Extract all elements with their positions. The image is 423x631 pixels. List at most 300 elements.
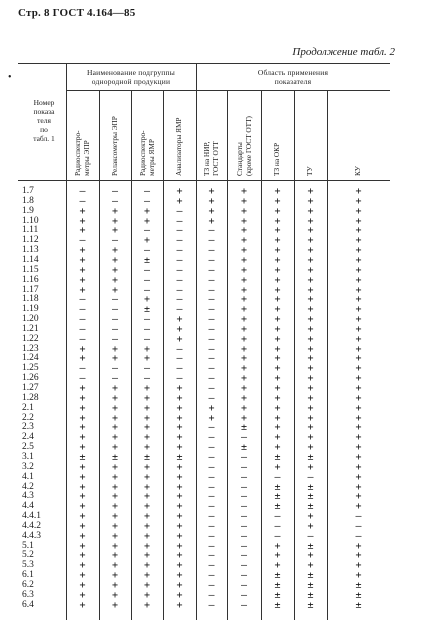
table-cell: +: [355, 343, 362, 355]
table-cell: +: [240, 402, 248, 414]
table-cell: +: [143, 560, 151, 572]
table-cell: +: [355, 540, 362, 552]
table-cell: —: [176, 235, 183, 247]
table-cell: +: [240, 225, 248, 237]
table-cell: +: [143, 353, 151, 365]
table-cell: +: [111, 343, 119, 355]
table-cell: +: [274, 550, 281, 562]
column-header-line: ТУ: [305, 166, 315, 176]
table-cell: +: [274, 333, 281, 345]
table-cell: +: [79, 442, 86, 454]
table-cell: +: [240, 373, 248, 385]
table-cell: —: [79, 314, 86, 326]
table-cell: —: [111, 314, 119, 326]
table-cell: +: [355, 264, 362, 276]
table-cell: +: [143, 205, 151, 217]
table-cell: +: [240, 304, 248, 316]
col-divider-8: [327, 90, 328, 620]
table-cell: +: [79, 383, 86, 394]
table-cell: +: [111, 560, 119, 572]
table-cell: +: [111, 245, 119, 257]
table-cell: —: [176, 304, 183, 316]
column-header-6: [236, 116, 253, 176]
table-cell: —: [208, 392, 215, 404]
table-cell: ±: [307, 589, 314, 601]
table-cell: —: [208, 491, 215, 503]
table-cell: +: [111, 422, 119, 434]
table-cell: +: [240, 254, 248, 266]
row-number: 1.11: [22, 225, 39, 236]
row-number: 1.10: [22, 215, 39, 226]
table-cell: ±: [274, 501, 281, 513]
row-number: 6.1: [22, 570, 34, 581]
row-number: 1.20: [22, 314, 39, 325]
row-number: 1.21: [22, 323, 39, 334]
table-cell: +: [111, 254, 119, 266]
table-cell: +: [307, 353, 314, 365]
table-cell: +: [143, 422, 151, 434]
table-cell: +: [307, 254, 314, 266]
table-cell: +: [176, 432, 183, 444]
table-cell: —: [355, 520, 362, 532]
table-cell: —: [79, 235, 86, 247]
table-cell: +: [79, 343, 86, 355]
column-header-2: [111, 116, 120, 176]
table-cell: +: [355, 451, 362, 463]
table-cell: —: [176, 363, 183, 375]
row-number: 1.24: [22, 353, 39, 364]
table-cell: —: [240, 432, 248, 444]
table-cell: —: [143, 225, 151, 237]
table-cell: —: [208, 589, 215, 601]
table-cell: +: [79, 471, 86, 483]
table-cell: +: [176, 540, 183, 552]
table-cell: +: [355, 333, 362, 345]
row-number: 6.3: [22, 589, 34, 600]
row-number: 2.3: [22, 422, 34, 433]
table-cell: —: [274, 511, 281, 523]
row-header-line4: по: [40, 125, 48, 134]
group2-title: [196, 69, 390, 86]
table-cell: +: [240, 323, 248, 335]
table-cell: +: [355, 314, 362, 326]
table-cell: +: [240, 205, 248, 217]
table-cell: —: [355, 530, 362, 542]
table-cell: —: [111, 323, 119, 335]
table-cell: +: [307, 520, 314, 532]
table-cell: +: [240, 215, 248, 227]
table-cell: ±: [176, 451, 183, 463]
table-cell: —: [208, 284, 215, 296]
row-number: 1.16: [22, 274, 39, 285]
table-cell: —: [208, 481, 215, 493]
table-cell: +: [274, 274, 281, 286]
table-cell: —: [274, 471, 281, 483]
table-cell: +: [176, 333, 183, 345]
table-cell: ±: [307, 491, 314, 503]
table-cell: +: [355, 442, 362, 454]
row-header-line5: табл. 1: [33, 134, 55, 143]
table-cell: —: [111, 186, 119, 197]
table-cell: +: [143, 461, 151, 473]
table-cell: +: [274, 353, 281, 365]
table-cell: —: [176, 353, 183, 365]
table-cell: +: [79, 215, 86, 227]
table-cell: +: [79, 540, 86, 552]
row-number: 1.14: [22, 254, 39, 265]
table-cell: +: [111, 412, 119, 424]
row-number: 5.1: [22, 540, 34, 551]
table-cell: +: [240, 314, 248, 326]
row-number: 1.19: [22, 304, 39, 315]
table-cell: +: [307, 245, 314, 257]
row-number: 1.23: [22, 343, 39, 354]
table-cell: +: [274, 264, 281, 276]
table-cell: +: [274, 402, 281, 414]
table-cell: —: [208, 461, 215, 473]
table-cell: —: [208, 314, 215, 326]
table-cell: —: [240, 570, 248, 582]
table-cell: +: [307, 550, 314, 562]
table-cell: +: [79, 205, 86, 217]
row-number: 1.26: [22, 373, 39, 384]
table-cell: +: [79, 422, 86, 434]
table-cell: —: [143, 274, 151, 286]
table-cell: +: [143, 392, 151, 404]
row-number: 1.13: [22, 245, 39, 256]
table-cell: +: [355, 550, 362, 562]
row-number: 1.9: [22, 205, 34, 216]
table-cell: +: [79, 461, 86, 473]
table-cell: +: [307, 442, 314, 454]
table-cell: —: [240, 520, 248, 532]
table-cell: +: [307, 264, 314, 276]
table-cell: ±: [274, 580, 281, 591]
column-header-8: [306, 166, 315, 176]
table-cell: ±: [274, 599, 281, 611]
table-cell: —: [176, 225, 183, 237]
table-cell: +: [111, 205, 119, 217]
table-cell: +: [355, 274, 362, 286]
table-cell: +: [79, 392, 86, 404]
table-cell: +: [240, 412, 248, 424]
table-cell: —: [176, 264, 183, 276]
table-cell: —: [240, 530, 248, 542]
table-cell: +: [355, 570, 362, 582]
table-cell: —: [240, 491, 248, 503]
column-header-line: КУ: [353, 166, 363, 176]
table-cell: —: [240, 471, 248, 483]
table-cell: +: [240, 264, 248, 276]
table-cell: ±: [143, 254, 151, 266]
table-cell: +: [355, 560, 362, 572]
table-cell: —: [240, 580, 248, 591]
table-cell: +: [355, 481, 362, 493]
table-cell: +: [355, 284, 362, 296]
table-cell: —: [79, 373, 86, 385]
row-number: 3.2: [22, 461, 34, 472]
table-cell: —: [176, 254, 183, 266]
table-cell: +: [143, 383, 151, 394]
table-cell: +: [143, 580, 151, 591]
table-cell: +: [355, 402, 362, 414]
table-cell: —: [143, 245, 151, 257]
table-cell: +: [208, 186, 215, 197]
row-number: 1.12: [22, 235, 39, 246]
table-cell: —: [79, 304, 86, 316]
table-cell: +: [274, 560, 281, 572]
table-cell: +: [307, 383, 314, 394]
table-cell: —: [208, 471, 215, 483]
table-cell: +: [355, 373, 362, 385]
table-cell: +: [79, 412, 86, 424]
table-cell: —: [240, 501, 248, 513]
table-cell: —: [176, 284, 183, 296]
table-cell: —: [111, 333, 119, 345]
table-cell: +: [111, 491, 119, 503]
table-cell: +: [111, 589, 119, 601]
table-cell: +: [143, 599, 151, 611]
table-cell: —: [79, 195, 86, 207]
table-cell: +: [79, 353, 86, 365]
col-divider-6: [261, 90, 262, 620]
table-cell: —: [208, 511, 215, 523]
table-cell: +: [176, 195, 183, 207]
column-header-line: ГОСТ ОТТ: [210, 141, 220, 176]
table-cell: +: [307, 560, 314, 572]
table-cell: +: [355, 195, 362, 207]
table-cell: +: [240, 284, 248, 296]
table-cell: +: [79, 501, 86, 513]
table-cell: +: [274, 392, 281, 404]
table-cell: +: [307, 294, 314, 306]
table-cell: —: [208, 451, 215, 463]
table-cell: —: [143, 363, 151, 375]
group2-title-line1: Область применения: [257, 68, 329, 77]
table-cell: +: [111, 383, 119, 394]
table-cell: ±: [307, 570, 314, 582]
table-cell: +: [176, 501, 183, 513]
table-cell: —: [208, 225, 215, 237]
table-cell: +: [355, 245, 362, 257]
table-cell: +: [176, 402, 183, 414]
table-cell: +: [240, 333, 248, 345]
table-cell: +: [111, 442, 119, 454]
table-cell: +: [143, 540, 151, 552]
row-number: 4.3: [22, 491, 34, 502]
table-cell: +: [355, 304, 362, 316]
table-cell: ±: [143, 304, 151, 316]
table-cell: +: [240, 392, 248, 404]
table-cell: +: [143, 550, 151, 562]
table-cell: +: [307, 343, 314, 355]
table-cell: —: [79, 323, 86, 335]
table-cell: +: [274, 304, 281, 316]
table-cell: +: [143, 412, 151, 424]
page-header: Стр. 8 ГОСТ 4.164—85: [18, 7, 136, 19]
table-cell: +: [111, 274, 119, 286]
table-cell: +: [355, 383, 362, 394]
table-cell: +: [79, 432, 86, 444]
table-cell: +: [355, 432, 362, 444]
table-cell: +: [79, 589, 86, 601]
table-cell: —: [208, 550, 215, 562]
table-cell: +: [355, 205, 362, 217]
group2-title-line2: показателя: [274, 76, 312, 86]
table-cell: —: [355, 511, 362, 523]
table-cell: +: [274, 343, 281, 355]
column-header-line: метры ЯМР: [146, 139, 155, 176]
column-header-4: [175, 118, 184, 177]
table-cell: —: [208, 570, 215, 582]
table-cell: —: [176, 274, 183, 286]
col-divider-1: [99, 90, 100, 620]
table-cell: +: [143, 343, 151, 355]
table-cell: —: [208, 432, 215, 444]
table-cell: +: [111, 402, 119, 414]
table-cell: +: [111, 461, 119, 473]
table-cell: +: [79, 245, 86, 257]
table-cell: +: [111, 264, 119, 276]
table-cell: +: [355, 235, 362, 247]
table-cell: —: [208, 580, 215, 591]
table-cell: +: [307, 274, 314, 286]
table-cell: +: [176, 186, 183, 197]
group1-title-line2: однородной продукции: [91, 76, 171, 86]
table-cell: +: [274, 235, 281, 247]
row-number: 4.2: [22, 481, 34, 492]
table-cell: +: [208, 215, 215, 227]
table-cell: +: [274, 461, 281, 473]
col-divider-7: [294, 90, 295, 620]
table-cell: —: [240, 540, 248, 552]
table-cell: +: [111, 520, 119, 532]
table-cell: +: [79, 570, 86, 582]
column-header-7: [273, 143, 282, 176]
table-cell: +: [143, 215, 151, 227]
column-header-line: Анализаторы ЯМР: [174, 117, 184, 176]
table-cell: +: [274, 422, 281, 434]
table-cell: ±: [355, 599, 362, 611]
table-cell: +: [176, 520, 183, 532]
table-cell: +: [307, 215, 314, 227]
table-cell: ±: [307, 451, 314, 463]
table-cell: —: [208, 599, 215, 611]
col-divider-5: [227, 90, 228, 620]
table-cell: +: [307, 422, 314, 434]
table-cell: +: [355, 501, 362, 513]
table-cell: +: [143, 530, 151, 542]
table-cell: —: [143, 195, 151, 207]
table-cell: —: [208, 245, 215, 257]
table-cell: —: [240, 599, 248, 611]
table-cell: —: [307, 530, 314, 542]
row-number: 2.5: [22, 442, 34, 453]
table-cell: +: [240, 363, 248, 375]
table-cell: —: [208, 540, 215, 552]
table-cell: —: [143, 323, 151, 335]
column-header-line: ТЗ на ОКР: [272, 142, 282, 176]
table-cell: —: [176, 294, 183, 306]
table-cell: +: [307, 363, 314, 375]
table-cell: +: [307, 432, 314, 444]
row-number: 2.4: [22, 432, 34, 443]
table-cell: +: [240, 294, 248, 306]
table-cell: +: [274, 245, 281, 257]
table-cell: +: [143, 294, 151, 306]
table-cell: +: [111, 392, 119, 404]
table-cell: +: [111, 284, 119, 296]
table-cell: +: [176, 323, 183, 335]
table-cell: +: [143, 501, 151, 513]
table-cell: +: [143, 511, 151, 523]
table-cell: +: [307, 461, 314, 473]
table-cell: +: [111, 481, 119, 493]
table-cell: —: [79, 294, 86, 306]
table-cell: ±: [274, 451, 281, 463]
table-cell: —: [143, 314, 151, 326]
header-bottom-border: [18, 180, 390, 181]
table-cell: +: [274, 314, 281, 326]
table-cell: +: [111, 511, 119, 523]
table-cell: —: [208, 422, 215, 434]
table-cell: —: [240, 481, 248, 493]
column-header-line: метры ЭПР: [81, 140, 91, 176]
table-cell: +: [307, 235, 314, 247]
table-cell: —: [208, 235, 215, 247]
table-cell: +: [79, 530, 86, 542]
table-cell: —: [79, 333, 86, 345]
row-number: 3.1: [22, 451, 34, 462]
table-cell: —: [208, 274, 215, 286]
table-cell: —: [176, 373, 183, 385]
table-cell: +: [307, 304, 314, 316]
table-cell: +: [143, 442, 151, 454]
table-cell: +: [176, 530, 183, 542]
table-cell: +: [111, 599, 119, 611]
table-cell: +: [143, 589, 151, 601]
col-divider-3: [163, 90, 164, 620]
table-cell: +: [307, 373, 314, 385]
table-cell: —: [208, 294, 215, 306]
row-number: 4.1: [22, 471, 34, 482]
table-cell: +: [307, 205, 314, 217]
table-cell: +: [79, 560, 86, 572]
col-divider-group: [196, 63, 197, 620]
table-cell: +: [143, 491, 151, 503]
table-cell: ±: [274, 481, 281, 493]
table-cell: +: [274, 195, 281, 207]
table-cell: ±: [355, 580, 362, 591]
column-header-line: Радиоспектро-: [137, 130, 147, 176]
table-cell: +: [307, 225, 314, 237]
table-cell: +: [143, 235, 151, 247]
table-cell: —: [208, 343, 215, 355]
table-cell: +: [274, 215, 281, 227]
row-number: 2.1: [22, 402, 34, 413]
table-cell: +: [274, 294, 281, 306]
table-cell: +: [176, 580, 183, 591]
table-cell: +: [355, 412, 362, 424]
table-cell: +: [307, 284, 314, 296]
table-cell: —: [208, 520, 215, 532]
table-cell: —: [111, 235, 119, 247]
row-number: 4.4: [22, 501, 34, 512]
row-number: 6.2: [22, 580, 34, 590]
table-cell: +: [355, 225, 362, 237]
table-cell: +: [111, 570, 119, 582]
table-cell: ±: [274, 589, 281, 601]
